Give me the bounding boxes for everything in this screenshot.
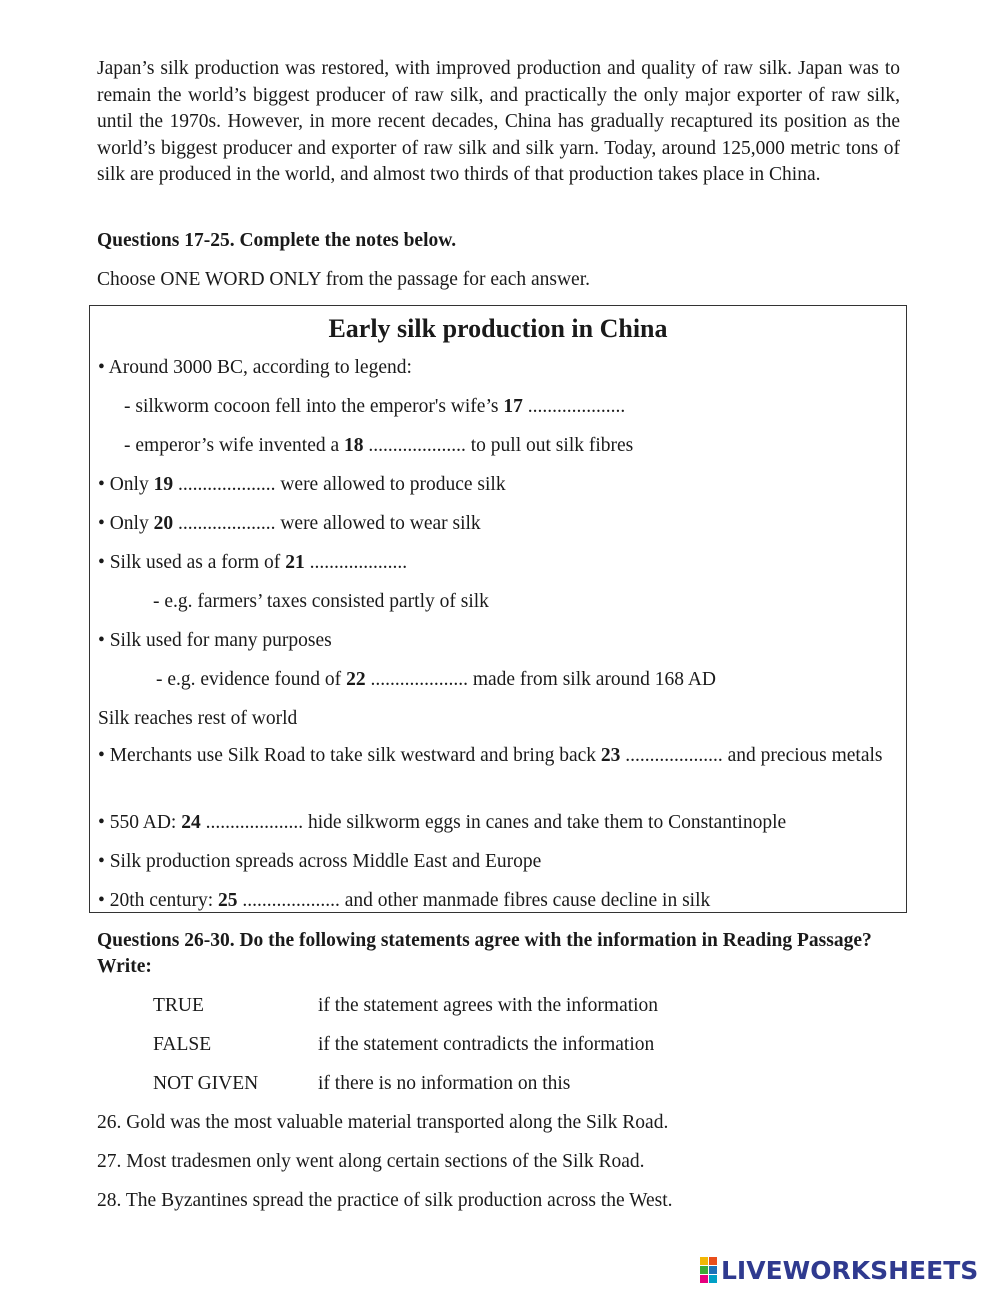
notes-line-23 bbox=[98, 743, 904, 769]
question-number-24: 24 bbox=[181, 812, 201, 833]
notes-line-taxes bbox=[153, 590, 489, 614]
statement-28: 28. The Byzantines spread the practice of silk production across the West. bbox=[97, 1190, 673, 1211]
answer-blank-20[interactable]: .................... were allowed to wear silk bbox=[173, 513, 481, 534]
question-number-23: 23 bbox=[600, 745, 621, 766]
legend-desc: if the statement contradicts the information bbox=[318, 1034, 655, 1055]
question-number-17: 17 bbox=[503, 396, 523, 417]
line-text: • Only bbox=[98, 513, 154, 534]
answer-blank-23[interactable]: .................... and precious metals bbox=[620, 745, 883, 766]
legend-not-given bbox=[153, 1072, 570, 1096]
statement-26: 26. Gold was the most valuable material transported along the Silk Road. bbox=[97, 1112, 669, 1133]
answer-blank-17[interactable]: .................... bbox=[522, 396, 626, 417]
notes-line-22 bbox=[156, 668, 716, 692]
line-text: - e.g. evidence found of bbox=[156, 669, 347, 690]
answer-blank-21[interactable]: .................... bbox=[304, 552, 408, 573]
question-number-21: 21 bbox=[285, 552, 305, 573]
line-text: • Only bbox=[98, 474, 154, 495]
notes-line-21 bbox=[98, 551, 407, 575]
legend-key: NOT GIVEN bbox=[153, 1073, 259, 1094]
notes-title: Early silk production in China bbox=[328, 314, 668, 343]
liveworksheets-logo bbox=[700, 1255, 978, 1285]
notes-line-text: - e.g. farmers’ taxes consisted partly of silk bbox=[153, 591, 489, 612]
line-text: • 550 AD: bbox=[98, 812, 182, 833]
notes-line-19 bbox=[98, 473, 506, 497]
legend-desc: if there is no information on this bbox=[318, 1073, 571, 1094]
logo-text: LIVEWORKSHEETS bbox=[721, 1255, 979, 1285]
questions-26-30-heading: Questions 26-30. Do the following statements agree with the information in Reading Passage? Write: bbox=[97, 930, 872, 977]
notes-line-text: Silk reaches rest of world bbox=[98, 708, 298, 729]
intro-paragraph: Japan’s silk production was restored, with improved production and quality of raw silk. Japan was to remain the world’s biggest producer of raw silk, and practically the only major exporter of raw silk, until the 1970s. However, in more recent decades, China has gradually recaptured its position as the world’s biggest producer and exporter of raw silk and silk yarn. Today, around 125,000 metric tons of silk are produced in the world, and almost two thirds of that production takes place in China. bbox=[97, 58, 900, 185]
notes-box bbox=[89, 305, 907, 913]
legend-key: FALSE bbox=[153, 1034, 212, 1055]
legend-key: TRUE bbox=[153, 995, 204, 1016]
questions-17-25-heading: Questions 17-25. Complete the notes below. bbox=[97, 230, 457, 251]
legend-false bbox=[153, 1033, 654, 1057]
question-number-20: 20 bbox=[153, 513, 174, 534]
answer-blank-19[interactable]: .................... were allowed to produce silk bbox=[173, 474, 506, 495]
notes-line-24 bbox=[98, 811, 786, 835]
questions-17-25-instruction: Choose ONE WORD ONLY from the passage for each answer. bbox=[97, 269, 591, 290]
notes-line-text: • Around 3000 BC, according to legend: bbox=[98, 357, 412, 378]
line-text: • 20th century: bbox=[98, 890, 219, 911]
answer-blank-25[interactable]: .................... and other manmade fibres cause decline in silk bbox=[237, 890, 711, 911]
notes-line-20 bbox=[98, 512, 481, 536]
legend-desc: if the statement agrees with the information bbox=[318, 995, 659, 1016]
question-number-25: 25 bbox=[218, 890, 238, 911]
line-text: - silkworm cocoon fell into the emperor's wife’s bbox=[124, 396, 504, 417]
notes-line-18 bbox=[124, 434, 633, 458]
notes-line-text: • Silk used for many purposes bbox=[98, 630, 332, 651]
notes-line-text: • Silk production spreads across Middle East and Europe bbox=[98, 851, 542, 872]
question-number-22: 22 bbox=[346, 669, 366, 690]
notes-line-spread bbox=[98, 850, 541, 874]
statement-27: 27. Most tradesmen only went along certain sections of the Silk Road. bbox=[97, 1151, 645, 1172]
answer-blank-24[interactable]: .................... hide silkworm eggs in canes and take them to Constantinople bbox=[200, 812, 787, 833]
line-text: • Silk used as a form of bbox=[98, 552, 286, 573]
notes-line-legend bbox=[98, 356, 412, 380]
question-number-19: 19 bbox=[153, 474, 174, 495]
notes-line-25 bbox=[98, 889, 710, 913]
answer-blank-18[interactable]: .................... to pull out silk fibres bbox=[363, 435, 634, 456]
logo-mark-icon bbox=[700, 1257, 717, 1283]
line-text: • Merchants use Silk Road to take silk westward and bring back bbox=[98, 745, 601, 766]
legend-true bbox=[153, 994, 658, 1018]
question-number-18: 18 bbox=[344, 435, 364, 456]
line-text: - emperor’s wife invented a bbox=[124, 435, 345, 456]
notes-line-17 bbox=[124, 395, 625, 419]
notes-line-purposes bbox=[98, 629, 332, 653]
notes-subheading bbox=[98, 707, 297, 731]
answer-blank-22[interactable]: .................... made from silk around 168 AD bbox=[365, 669, 716, 690]
